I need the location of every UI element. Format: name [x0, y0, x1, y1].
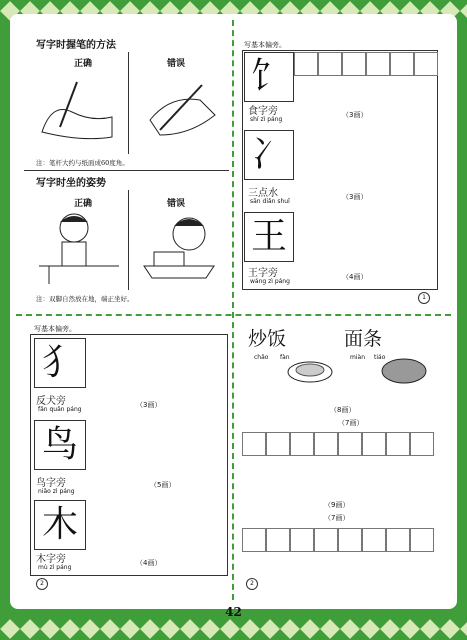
trace-cell[interactable] — [290, 528, 314, 552]
band-diamond — [40, 619, 60, 639]
section-rule — [24, 170, 229, 171]
stroke-count-1: （3画） — [342, 111, 368, 119]
word-miantiao: 面条 — [344, 328, 383, 350]
band-diamond — [140, 619, 160, 639]
band-diamond — [380, 619, 400, 639]
radical-name-4: 反犬旁 — [36, 396, 66, 407]
trace-row-1 — [294, 52, 438, 76]
stroke-count-4: （3画） — [136, 401, 162, 409]
bottom-diamond-band — [0, 618, 467, 640]
stroke-count-2: （3画） — [342, 193, 368, 201]
stroke-count-3: （4画） — [342, 273, 368, 281]
radical-char-2: 冫 — [244, 130, 294, 180]
trace-cell[interactable] — [386, 432, 410, 456]
radical-pinyin-6: mù zì páng — [38, 564, 72, 571]
pinyin-fan: fàn — [280, 354, 290, 361]
stroke-count-tiao: （7画） — [324, 514, 350, 522]
trace-cell[interactable] — [242, 528, 266, 552]
page-number: 42 — [225, 605, 242, 619]
pinyin-chao: chǎo — [254, 354, 269, 361]
band-diamond — [320, 619, 340, 639]
wrong-label: 错误 — [167, 59, 186, 69]
band-diamond — [100, 619, 120, 639]
trace-cell[interactable] — [242, 432, 266, 456]
page-circle-br: 2 — [246, 578, 258, 590]
radical-char-4: 犭 — [34, 338, 86, 388]
radical-instruction-bottom: 写基本偏旁。 — [34, 325, 76, 333]
band-diamond — [200, 619, 220, 639]
trace-cell[interactable] — [314, 528, 338, 552]
band-diamond — [180, 619, 200, 639]
trace-cell[interactable] — [362, 432, 386, 456]
trace-cell[interactable] — [294, 52, 318, 76]
band-diamond — [360, 619, 380, 639]
band-diamond — [220, 619, 240, 639]
trace-cell[interactable] — [342, 52, 366, 76]
band-diamond — [80, 619, 100, 639]
divider-vertical — [232, 20, 234, 600]
band-diamond — [240, 619, 260, 639]
band-diamond — [420, 619, 440, 639]
trace-cell[interactable] — [266, 432, 290, 456]
trace-cell[interactable] — [314, 432, 338, 456]
correct-posture-illustration — [34, 208, 122, 286]
grip-note: 注：笔杆大约与纸面成60度角。 — [36, 159, 129, 167]
band-diamond — [0, 619, 20, 639]
pen-grip-title: 写字时握笔的方法 — [36, 40, 116, 51]
radical-pinyin-2: sān diǎn shuǐ — [250, 198, 290, 205]
trace-cell[interactable] — [410, 432, 434, 456]
band-diamond — [160, 619, 180, 639]
radical-char-6: 木 — [34, 500, 86, 550]
trace-cell[interactable] — [386, 528, 410, 552]
correct-label: 正确 — [74, 59, 93, 69]
wrong-grip-illustration — [140, 80, 220, 140]
page-circle-tr: 1 — [418, 292, 430, 304]
stroke-count-mian: （9画） — [324, 501, 350, 509]
posture-note: 注：双脚自然放在地，端正坐好。 — [36, 295, 134, 303]
fried-rice-plate-image — [286, 356, 334, 384]
page-circle-bl: 2 — [36, 578, 48, 590]
correct-grip-illustration — [32, 72, 122, 144]
radical-name-5: 鸟字旁 — [36, 478, 66, 489]
band-diamond — [400, 619, 420, 639]
stroke-count-6: （4画） — [136, 559, 162, 567]
posture-divider — [128, 190, 129, 290]
stroke-count-fan: （7画） — [338, 419, 364, 427]
band-diamond — [280, 619, 300, 639]
trace-cell[interactable] — [410, 528, 434, 552]
trace-cell[interactable] — [390, 52, 414, 76]
band-diamond — [60, 619, 80, 639]
radical-char-3: 王 — [244, 212, 294, 262]
trace-cell[interactable] — [290, 432, 314, 456]
grip-divider — [128, 52, 129, 154]
radical-name-1: 食字旁 — [248, 106, 278, 117]
radical-name-2: 三点水 — [248, 188, 278, 199]
radical-char-5: 鸟 — [34, 420, 86, 470]
trace-cell[interactable] — [338, 528, 362, 552]
radical-pinyin-5: niǎo zì páng — [38, 488, 75, 495]
wrong-posture-illustration — [134, 206, 222, 286]
band-diamond — [260, 619, 280, 639]
band-diamond — [120, 619, 140, 639]
band-diamond — [20, 619, 40, 639]
radical-name-3: 王字旁 — [248, 268, 278, 279]
band-diamond — [340, 619, 360, 639]
band-diamond — [440, 619, 460, 639]
correct-label-2: 正确 — [74, 199, 93, 209]
radical-pinyin-3: wáng zì páng — [250, 278, 290, 285]
sitting-posture-title: 写字时坐的姿势 — [36, 178, 106, 189]
trace-cell[interactable] — [362, 528, 386, 552]
radical-name-6: 木字旁 — [36, 554, 66, 565]
trace-cell[interactable] — [414, 52, 438, 76]
radical-char-1: 饣 — [244, 52, 294, 102]
pinyin-tiao: tiáo — [374, 354, 386, 361]
stroke-count-chao: （8画） — [330, 406, 356, 414]
word-trace-row-2 — [242, 528, 434, 552]
divider-horizontal — [16, 314, 451, 316]
pinyin-mian: miàn — [350, 354, 365, 361]
trace-cell[interactable] — [266, 528, 290, 552]
band-diamond — [460, 1, 467, 21]
trace-cell[interactable] — [318, 52, 342, 76]
trace-cell[interactable] — [366, 52, 390, 76]
radical-instruction-top: 写基本偏旁。 — [244, 41, 286, 49]
band-diamond — [300, 619, 320, 639]
noodle-bowl-image — [380, 356, 428, 386]
trace-cell[interactable] — [338, 432, 362, 456]
band-diamond — [460, 619, 467, 639]
stroke-count-5: （5画） — [150, 481, 176, 489]
word-chaofan: 炒饭 — [248, 328, 287, 350]
radical-pinyin-1: shí zì páng — [250, 116, 283, 123]
wrong-label-2: 错误 — [167, 199, 186, 209]
radical-pinyin-4: fǎn quǎn páng — [38, 406, 82, 413]
word-trace-row-1 — [242, 432, 434, 456]
